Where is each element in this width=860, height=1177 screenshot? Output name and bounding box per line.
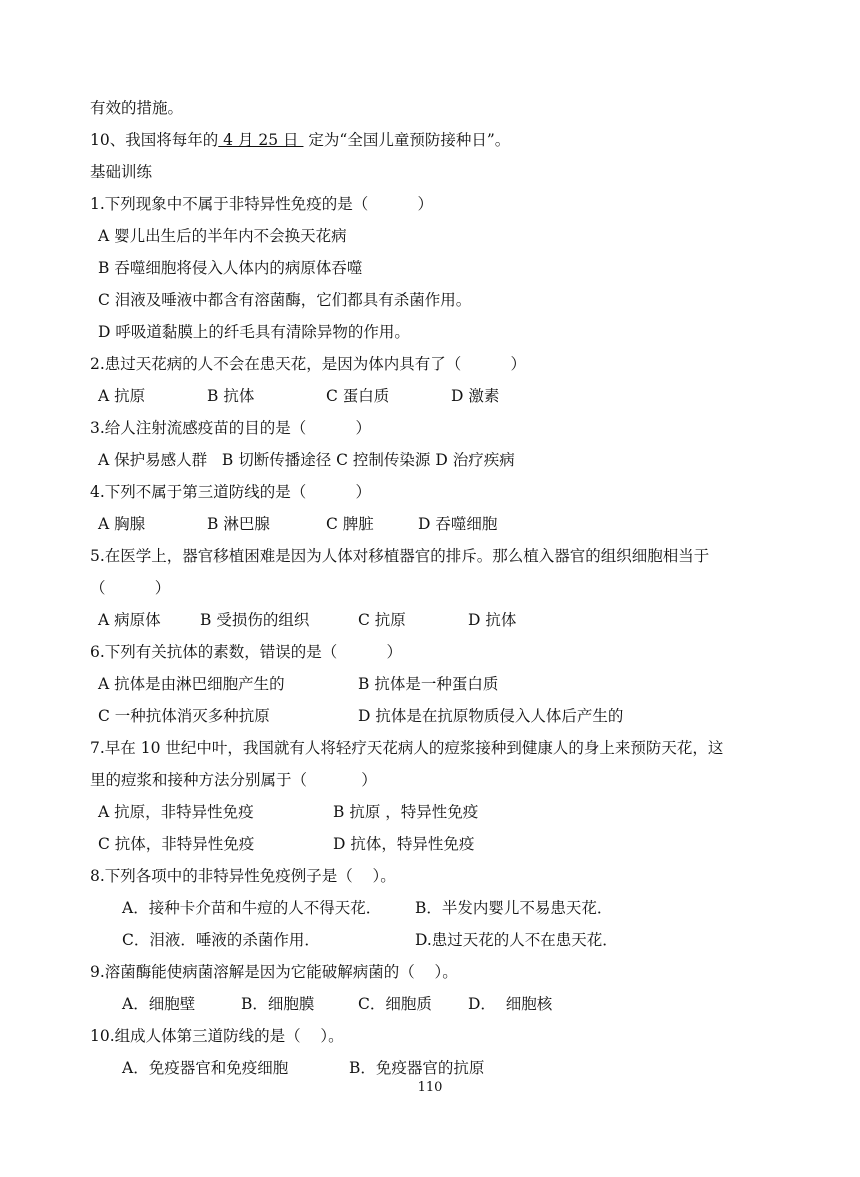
option: B 受损伤的组织 <box>200 611 310 629</box>
section-heading: 基础训练 <box>90 163 153 181</box>
option: C 抗体，非特异性免疫 <box>98 835 255 853</box>
option: A 胸腺 <box>98 515 146 533</box>
option: B 抗体 <box>207 387 255 405</box>
option: C 抗原 <box>358 611 406 629</box>
option: A 病原体 <box>98 611 161 629</box>
option: A 抗体是由淋巴细胞产生的 <box>98 675 285 693</box>
option: D 吞噬细胞 <box>418 515 498 533</box>
question-5: 5.在医学上，器官移植困难是因为人体对移植器官的排斥。那么植入器官的组织细胞相当于 <box>90 547 710 565</box>
option: B．细胞膜 <box>241 995 315 1013</box>
question-7-cont: 里的痘浆和接种方法分别属于（ ） <box>90 771 377 789</box>
option: C 泪液及唾液中都含有溶菌酶，它们都具有杀菌作用。 <box>98 291 472 309</box>
question-10: 10.组成人体第三道防线的是（ ）。 <box>90 1027 344 1045</box>
question-9: 9.溶菌酶能使病菌溶解是因为它能破解病菌的（ ）。 <box>90 963 458 981</box>
option: B．半发内婴儿不易患天花． <box>415 899 613 917</box>
option: A．接种卡介苗和牛痘的人不得天花． <box>122 899 382 917</box>
option: A．免疫器官和免疫细胞 <box>122 1059 289 1077</box>
question-7: 7.早在 10 世纪中叶，我国就有人将轻疗天花病人的痘浆接种到健康人的身上来预防天花，这 <box>90 739 724 757</box>
option: D． 细胞核 <box>468 995 553 1013</box>
option: B 抗体是一种蛋白质 <box>358 675 499 693</box>
question-6: 6.下列有关抗体的素数，错误的是（ ） <box>90 643 403 661</box>
option: D.患过天花的人不在患天花． <box>415 931 618 949</box>
option: C 蛋白质 <box>326 387 390 405</box>
option: D 抗体是在抗原物质侵入人体后产生的 <box>358 707 624 725</box>
text-line: 10、我国将每年的 4 月 25 日 定为“全国儿童预防接种日”。 <box>90 131 511 149</box>
option: A 抗原，非特异性免疫 <box>98 803 254 821</box>
option: B 吞噬细胞将侵入人体内的病原体吞噬 <box>98 259 363 277</box>
option: A．细胞壁 <box>122 995 196 1013</box>
page-number: 110 <box>417 1080 443 1095</box>
option: B．免疫器官的抗原 <box>349 1059 485 1077</box>
option: B 抗原 ，特异性免疫 <box>333 803 479 821</box>
option: D 抗体，特异性免疫 <box>333 835 475 853</box>
question-1: 1.下列现象中不属于非特异性免疫的是（ ） <box>90 195 434 213</box>
question-2: 2.患过天花病的人不会在患天花，是因为体内具有了（ ） <box>90 355 527 373</box>
option: B 淋巴腺 <box>207 515 270 533</box>
question-8: 8.下列各项中的非特异性免疫例子是（ ）。 <box>90 867 396 885</box>
option: D 呼吸道黏膜上的纤毛具有清除异物的作用。 <box>98 323 410 341</box>
question-3: 3.给人注射流感疫苗的目的是（ ） <box>90 419 372 437</box>
option: C．泪液．唾液的杀菌作用． <box>122 931 320 949</box>
question-4: 4.下列不属于第三道防线的是（ ） <box>90 483 372 501</box>
option: C 脾脏 <box>326 515 374 533</box>
option: A 抗原 <box>98 387 146 405</box>
option: A 婴儿出生后的半年内不会换天花病 <box>98 227 347 245</box>
option: C．细胞质 <box>358 995 432 1013</box>
option: A 保护易感人群 B 切断传播途径 C 控制传染源 D 治疗疾病 <box>98 451 515 469</box>
option: D 激素 <box>451 387 500 405</box>
question-5-bracket: （ ） <box>90 579 171 597</box>
option: C 一种抗体消灭多种抗原 <box>98 707 270 725</box>
text-line: 有效的措施。 <box>90 99 184 117</box>
underlined-answer: 4 月 25 日 <box>218 131 304 149</box>
option: D 抗体 <box>468 611 517 629</box>
